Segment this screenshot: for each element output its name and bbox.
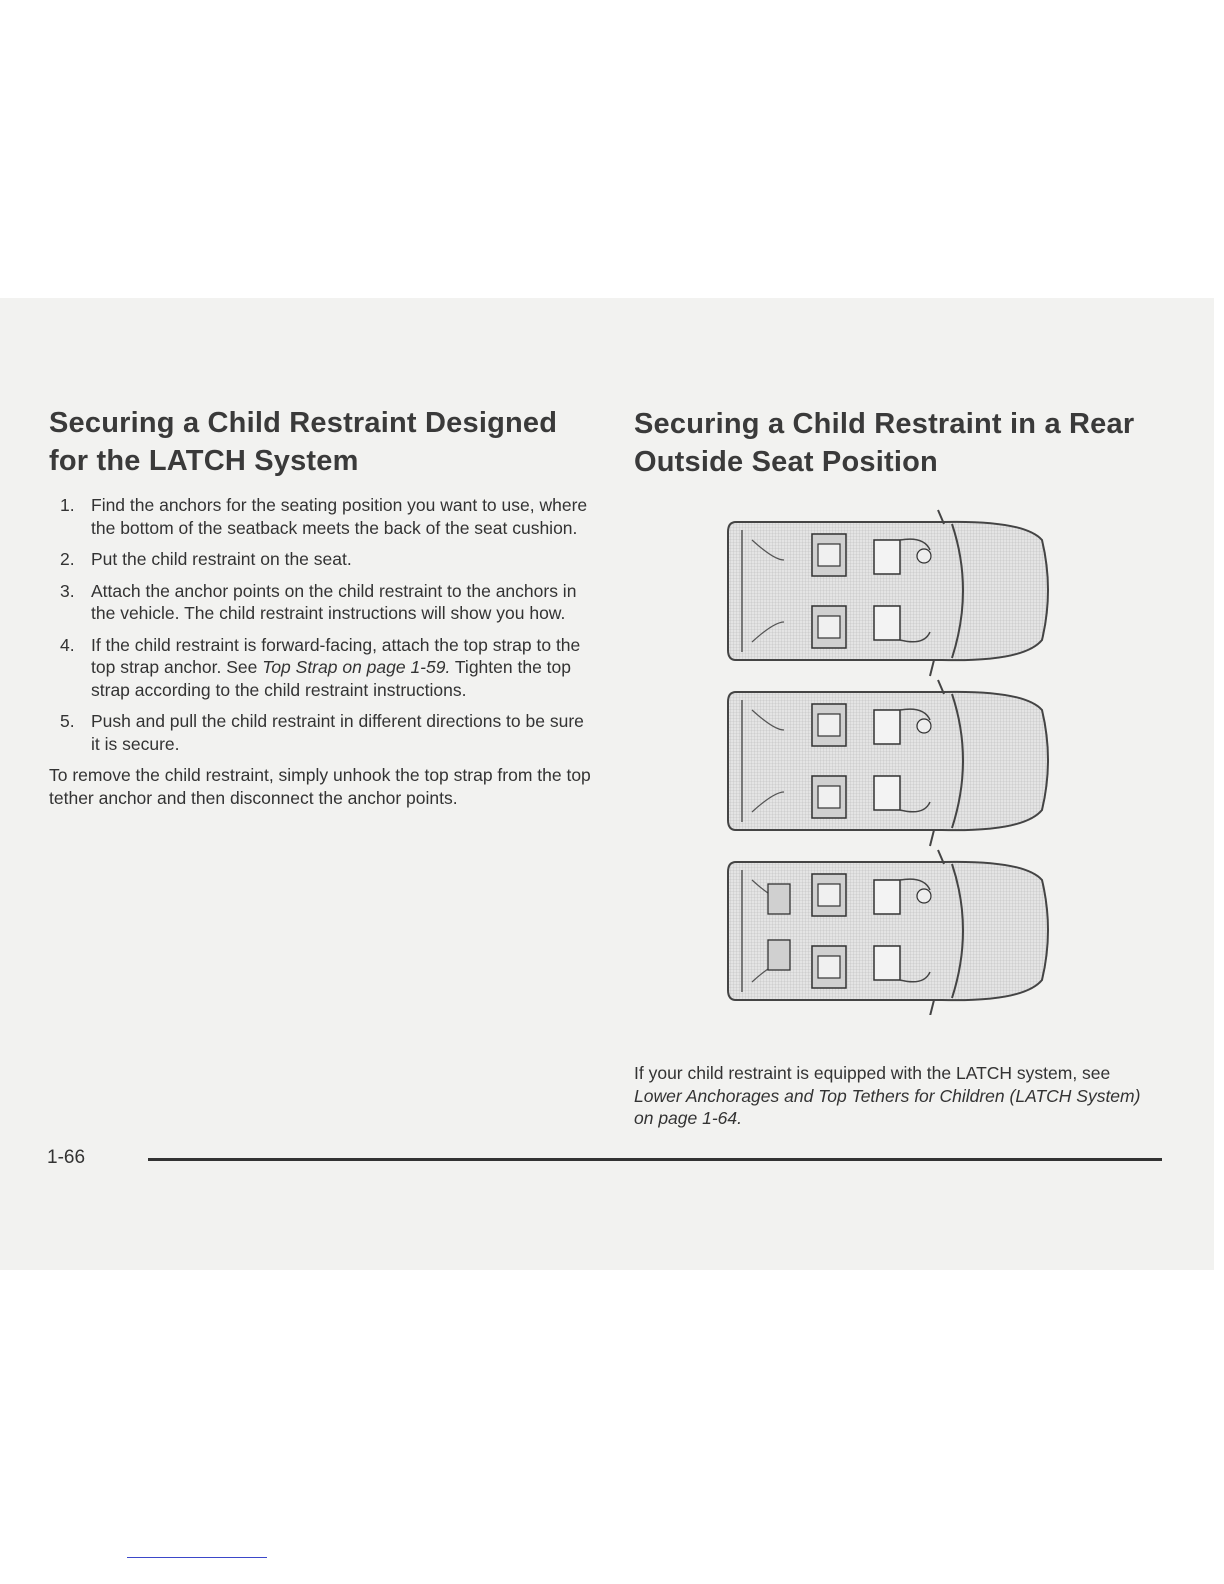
footer-rule — [148, 1158, 1162, 1161]
van-diagram-1 — [728, 510, 1048, 676]
van-diagrams-svg — [724, 500, 1064, 1015]
step-number: 5. — [60, 711, 75, 731]
title-line-2: Outside Seat Position — [634, 446, 938, 478]
rear-seat-section-title — [634, 405, 1174, 481]
step-number: 1. — [60, 495, 75, 515]
step-number: 2. — [60, 549, 75, 569]
latch-note — [634, 1062, 1154, 1130]
step-item — [49, 494, 594, 539]
step-number: 4. — [60, 634, 75, 655]
title-line-1: Securing a Child Restraint in a Rear — [634, 408, 1135, 440]
step-item — [49, 710, 594, 755]
left-column — [49, 404, 594, 809]
title-line-1: Securing a Child Restraint Designed — [49, 407, 558, 439]
latch-reference: Lower Anchorages and Top Tethers for Children (LATCH System) on page 1-64. — [634, 1085, 1141, 1128]
van-diagram-3 — [728, 850, 1048, 1015]
step-text-continued: Tighten the top strap according to the child restraint instructions. — [91, 657, 571, 700]
step-text: Push and pull the child restraint in different directions to be sure it is secure. — [91, 711, 584, 754]
step-text: If the child restraint is forward-facing, attach the top strap to the top strap anchor. See — [91, 634, 581, 677]
step-item — [49, 548, 594, 571]
right-column — [634, 405, 1174, 481]
van-diagram-2 — [728, 680, 1048, 846]
step-item — [49, 634, 594, 702]
step-item — [49, 580, 594, 625]
steps-list — [49, 494, 594, 755]
removal-paragraph: To remove the child restraint, simply unhook the top strap from the top tether anchor and then disconnect the anchor points. — [49, 765, 591, 808]
latch-section-title — [49, 404, 594, 480]
step-text: Attach the anchor points on the child restraint to the anchors in the vehicle. The child restraint instructions will show you how. — [91, 580, 577, 623]
latch-note-text: If your child restraint is equipped with the LATCH system, see — [634, 1063, 1111, 1083]
link-underline — [127, 1557, 267, 1558]
step-number: 3. — [60, 580, 75, 601]
title-line-2: for the LATCH System — [49, 445, 359, 477]
step-text: Find the anchors for the seating position you want to use, where the bottom of the seatback meets the back of the seat cushion. — [91, 495, 588, 538]
page-number: 1-66 — [47, 1147, 86, 1168]
vehicle-seating-illustration — [724, 500, 1064, 1015]
top-strap-reference: Top Strap on page 1-59. — [262, 657, 451, 677]
step-text: Put the child restraint on the seat. — [91, 549, 352, 569]
